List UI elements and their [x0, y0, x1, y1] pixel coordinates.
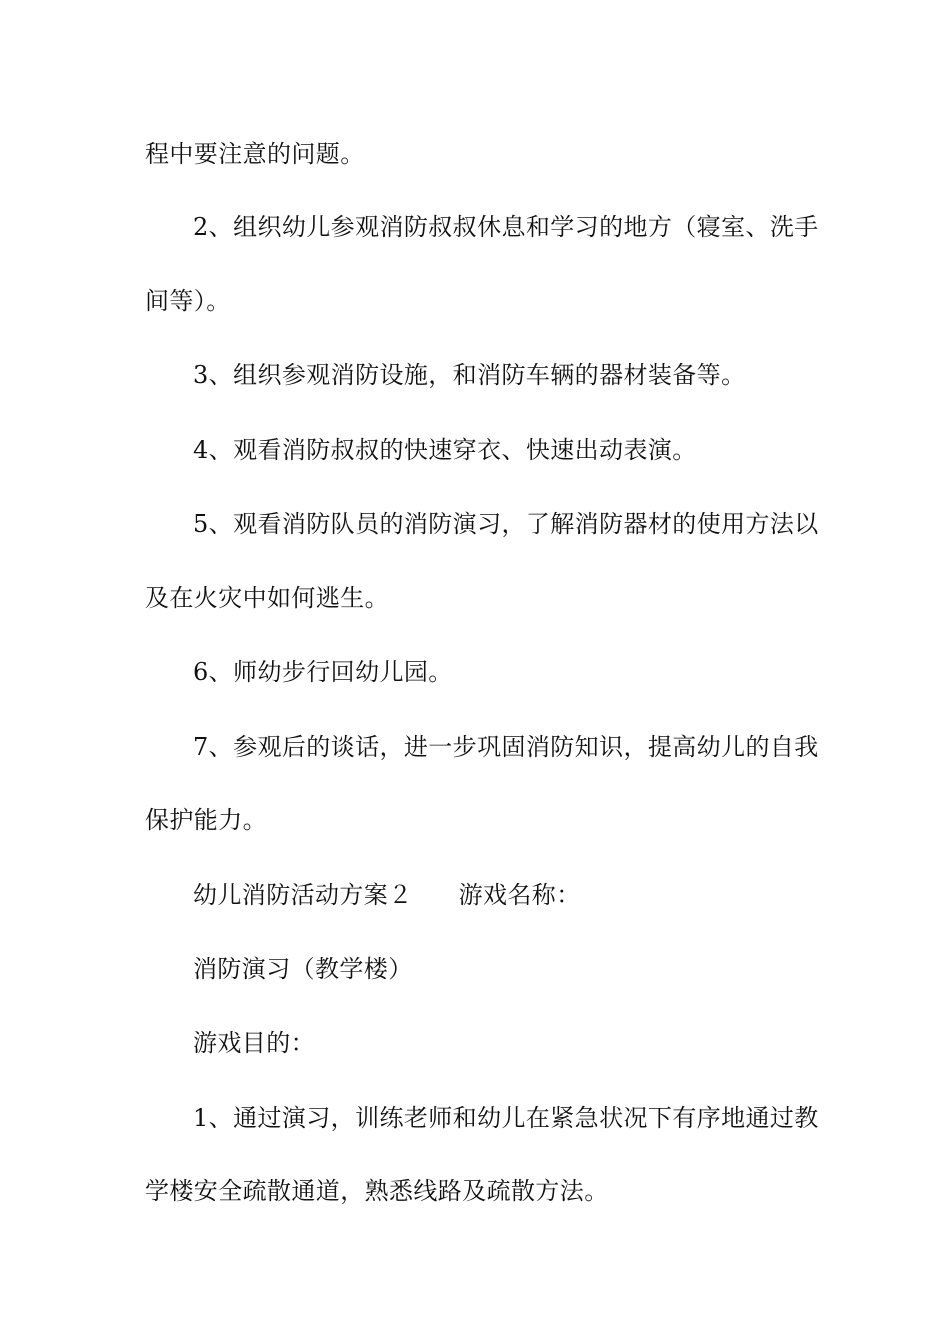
text-line-1: 程中要注意的问题。	[145, 140, 365, 168]
section-label: 游戏名称：	[458, 881, 581, 909]
text-line-3: 间等）。	[145, 287, 231, 315]
text-line-8: 6、师幼步行回幼儿园。	[193, 658, 453, 686]
text-line-4: 3、组织参观消防设施，和消防车辆的器材装备等。	[193, 361, 746, 389]
text-line-5: 4、观看消防叔叔的快速穿衣、快速出动表演。	[193, 436, 697, 464]
text-line-9: 7、参观后的谈话，进一步巩固消防知识，提高幼儿的自我	[193, 733, 819, 761]
text-line-11: 消防演习（教学楼）	[193, 955, 413, 983]
section-title: 幼儿消防活动方案２	[193, 881, 413, 909]
text-line-6: 5、观看消防队员的消防演习，了解消防器材的使用方法以	[193, 510, 819, 538]
text-line-14: 学楼安全疏散通道，熟悉线路及疏散方法。	[145, 1177, 609, 1205]
text-line-2: 2、组织幼儿参观消防叔叔休息和学习的地方（寝室、洗手	[193, 213, 819, 241]
text-line-12: 游戏目的：	[193, 1029, 315, 1057]
section-heading-line	[193, 880, 581, 910]
text-line-10: 保护能力。	[145, 806, 267, 834]
text-line-13: 1、通过演习，训练老师和幼儿在紧急状况下有序地通过教	[193, 1104, 819, 1132]
text-line-7: 及在火灾中如何逃生。	[145, 584, 389, 612]
